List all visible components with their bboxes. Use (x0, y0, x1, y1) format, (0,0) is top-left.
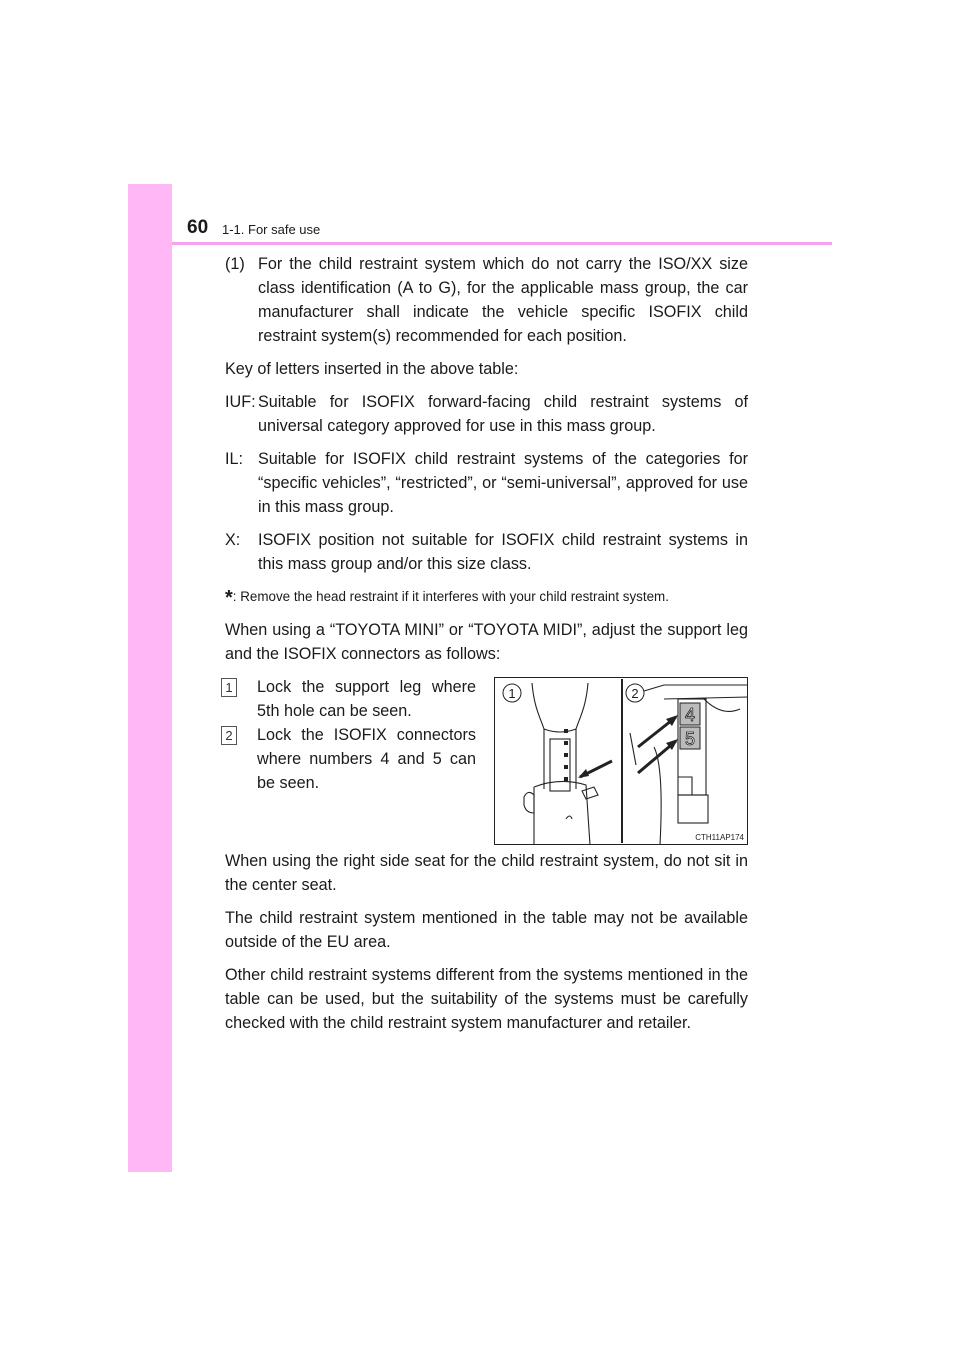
page-number: 60 (187, 217, 209, 238)
note-text: : Remove the head restraint if it interferes with your child restraint system. (232, 589, 669, 604)
step-2 (216, 723, 476, 795)
paragraph-right-seat: When using the right side seat for the child restraint system, do not sit in the center seat. (225, 852, 748, 894)
key-item-il (216, 447, 748, 519)
key-text: Suitable for ISOFIX forward-facing child restraint systems of universal category approved for use in this mass group. (258, 393, 748, 435)
step-number: 2 (221, 726, 237, 745)
footnote-1 (216, 252, 748, 348)
step-text: Lock the ISOFIX connectors where numbers 4 and 5 can be seen. (257, 726, 476, 792)
digit-4: 4 (684, 705, 696, 725)
callout-2: 2 (631, 686, 639, 701)
footnote-marker: (1) (225, 255, 245, 273)
key-text: ISOFIX position not suitable for ISOFIX child restraint systems in this mass group and/or this size class. (258, 531, 748, 573)
steps-with-figure (216, 675, 748, 843)
header-rule (172, 242, 832, 245)
figure-code: CTH11AP174 (695, 833, 744, 842)
step-text: Lock the support leg where 5th hole can be seen. (257, 678, 476, 720)
step-1 (216, 675, 476, 723)
key-label: IL: (225, 450, 243, 468)
section-title: 1-1. For safe use (222, 222, 321, 237)
paragraph-other-systems: Other child restraint systems different from the systems mentioned in the table can be used, but the suitability of the systems must be carefully checked with the child restraint system manufacturer and retailer. (225, 966, 748, 1032)
page-content (216, 252, 748, 1044)
instruction: When using a “TOYOTA MINI” or “TOYOTA MIDI”, adjust the support leg and the ISOFIX connectors as follows: (225, 621, 748, 663)
key-label: X: (225, 531, 241, 549)
paragraph-eu-area: The child restraint system mentioned in the table may not be available outside of the EU area. (225, 909, 748, 951)
note-star: * (225, 587, 233, 609)
key-text: Suitable for ISOFIX child restraint systems of the categories for “specific vehicles”, “restricted”, or “semi-universal”, approved for use in this mass group. (258, 450, 748, 516)
section-side-tab (128, 184, 172, 1172)
key-item-iuf (216, 390, 748, 438)
footnote-text: For the child restraint system which do not carry the ISO/XX size class identification (A to G), for the applicable mass group, the car manufacturer shall indicate the vehicle specific ISOFIX child restraint system(s) recommended for each position. (258, 255, 748, 345)
step-number: 1 (221, 678, 237, 697)
callout-1: 1 (508, 686, 516, 701)
isofix-illustration (494, 677, 748, 845)
key-label: IUF: (225, 393, 256, 411)
key-intro: Key of letters inserted in the above table: (225, 360, 519, 378)
key-item-x (216, 528, 748, 576)
head-restraint-note (216, 585, 748, 610)
digit-5: 5 (684, 729, 696, 749)
